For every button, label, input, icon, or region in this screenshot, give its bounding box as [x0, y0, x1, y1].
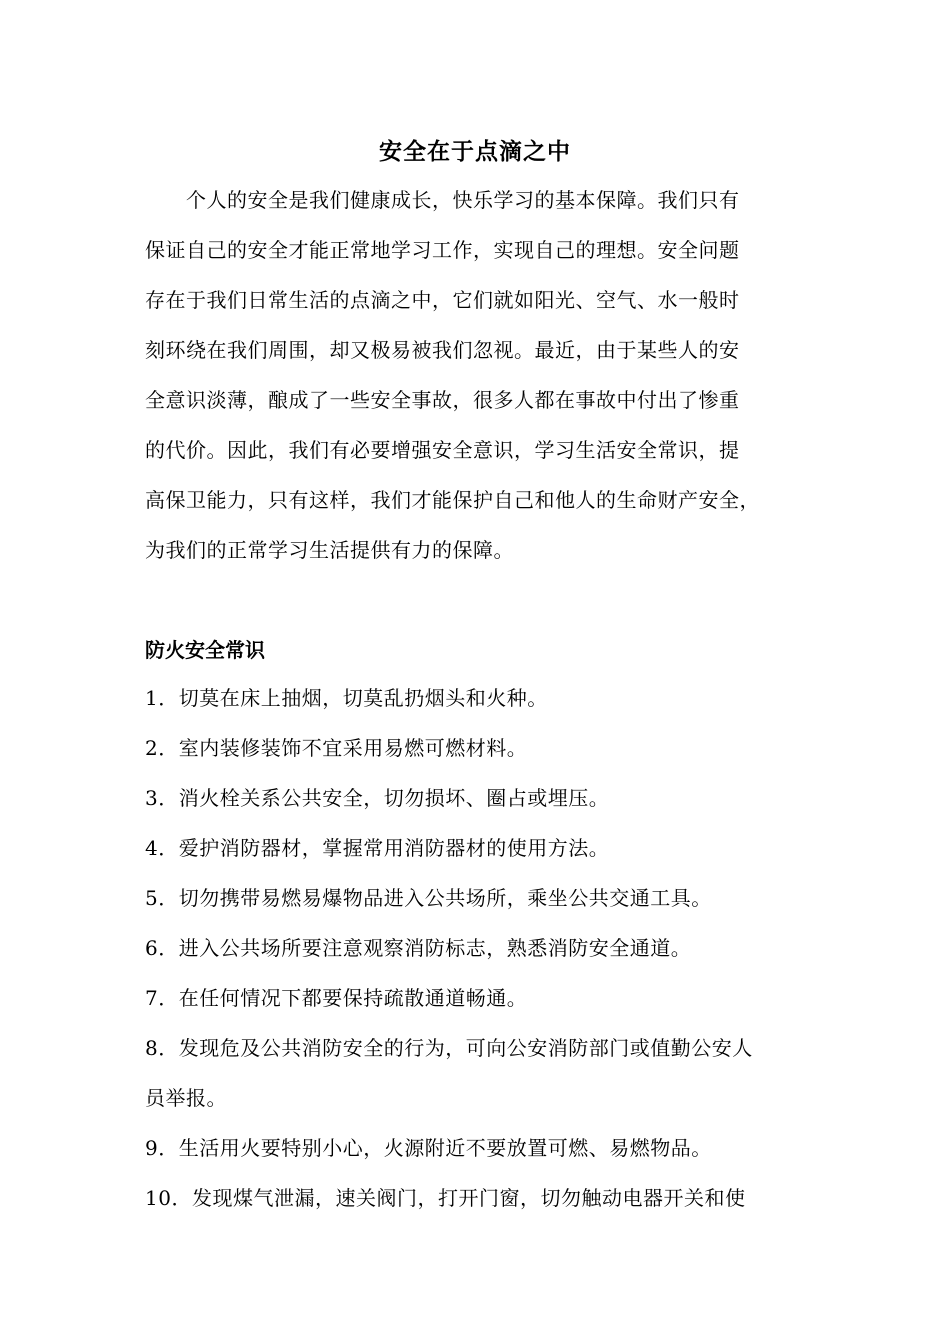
intro-line: 高保卫能力，只有这样，我们才能保护自己和他人的生命财产安全， — [145, 488, 760, 512]
list-item: 2．室内装修装饰不宜采用易燃可燃材料。 — [145, 736, 528, 760]
list-item: 10．发现煤气泄漏，速关阀门，打开门窗，切勿触动电器开关和使 — [145, 1186, 746, 1210]
intro-line: 存在于我们日常生活的点滴之中，它们就如阳光、空气、水一般时 — [145, 288, 740, 312]
list-item: 9．生活用火要特别小心，火源附近不要放置可燃、易燃物品。 — [145, 1136, 712, 1160]
list-item: 8．发现危及公共消防安全的行为，可向公安消防部门或值勤公安人 — [145, 1036, 753, 1060]
intro-line: 的代价。因此，我们有必要增强安全意识，学习生活安全常识，提 — [145, 438, 740, 462]
list-item-continuation: 员举报。 — [145, 1086, 227, 1110]
list-item: 1．切莫在床上抽烟，切莫乱扔烟头和火种。 — [145, 686, 548, 710]
list-item: 4．爱护消防器材，掌握常用消防器材的使用方法。 — [145, 836, 610, 860]
intro-line: 个人的安全是我们健康成长，快乐学习的基本保障。我们只有 — [145, 188, 740, 212]
list-item: 5．切勿携带易燃易爆物品进入公共场所，乘坐公共交通工具。 — [145, 886, 712, 910]
intro-line: 全意识淡薄，酿成了一些安全事故，很多人都在事故中付出了惨重 — [145, 388, 740, 412]
section-heading: 防火安全常识 — [145, 638, 265, 662]
intro-line: 刻环绕在我们周围，却又极易被我们忽视。最近，由于某些人的安 — [145, 338, 740, 362]
list-item: 3．消火栓关系公共安全，切勿损坏、圈占或埋压。 — [145, 786, 610, 810]
document-title: 安全在于点滴之中 — [379, 139, 571, 165]
intro-line: 保证自己的安全才能正常地学习工作，实现自己的理想。安全问题 — [145, 238, 740, 262]
list-item: 7．在任何情况下都要保持疏散通道畅通。 — [145, 986, 528, 1010]
list-item: 6．进入公共场所要注意观察消防标志，熟悉消防安全通道。 — [145, 936, 692, 960]
intro-line: 为我们的正常学习生活提供有力的保障。 — [145, 538, 514, 562]
